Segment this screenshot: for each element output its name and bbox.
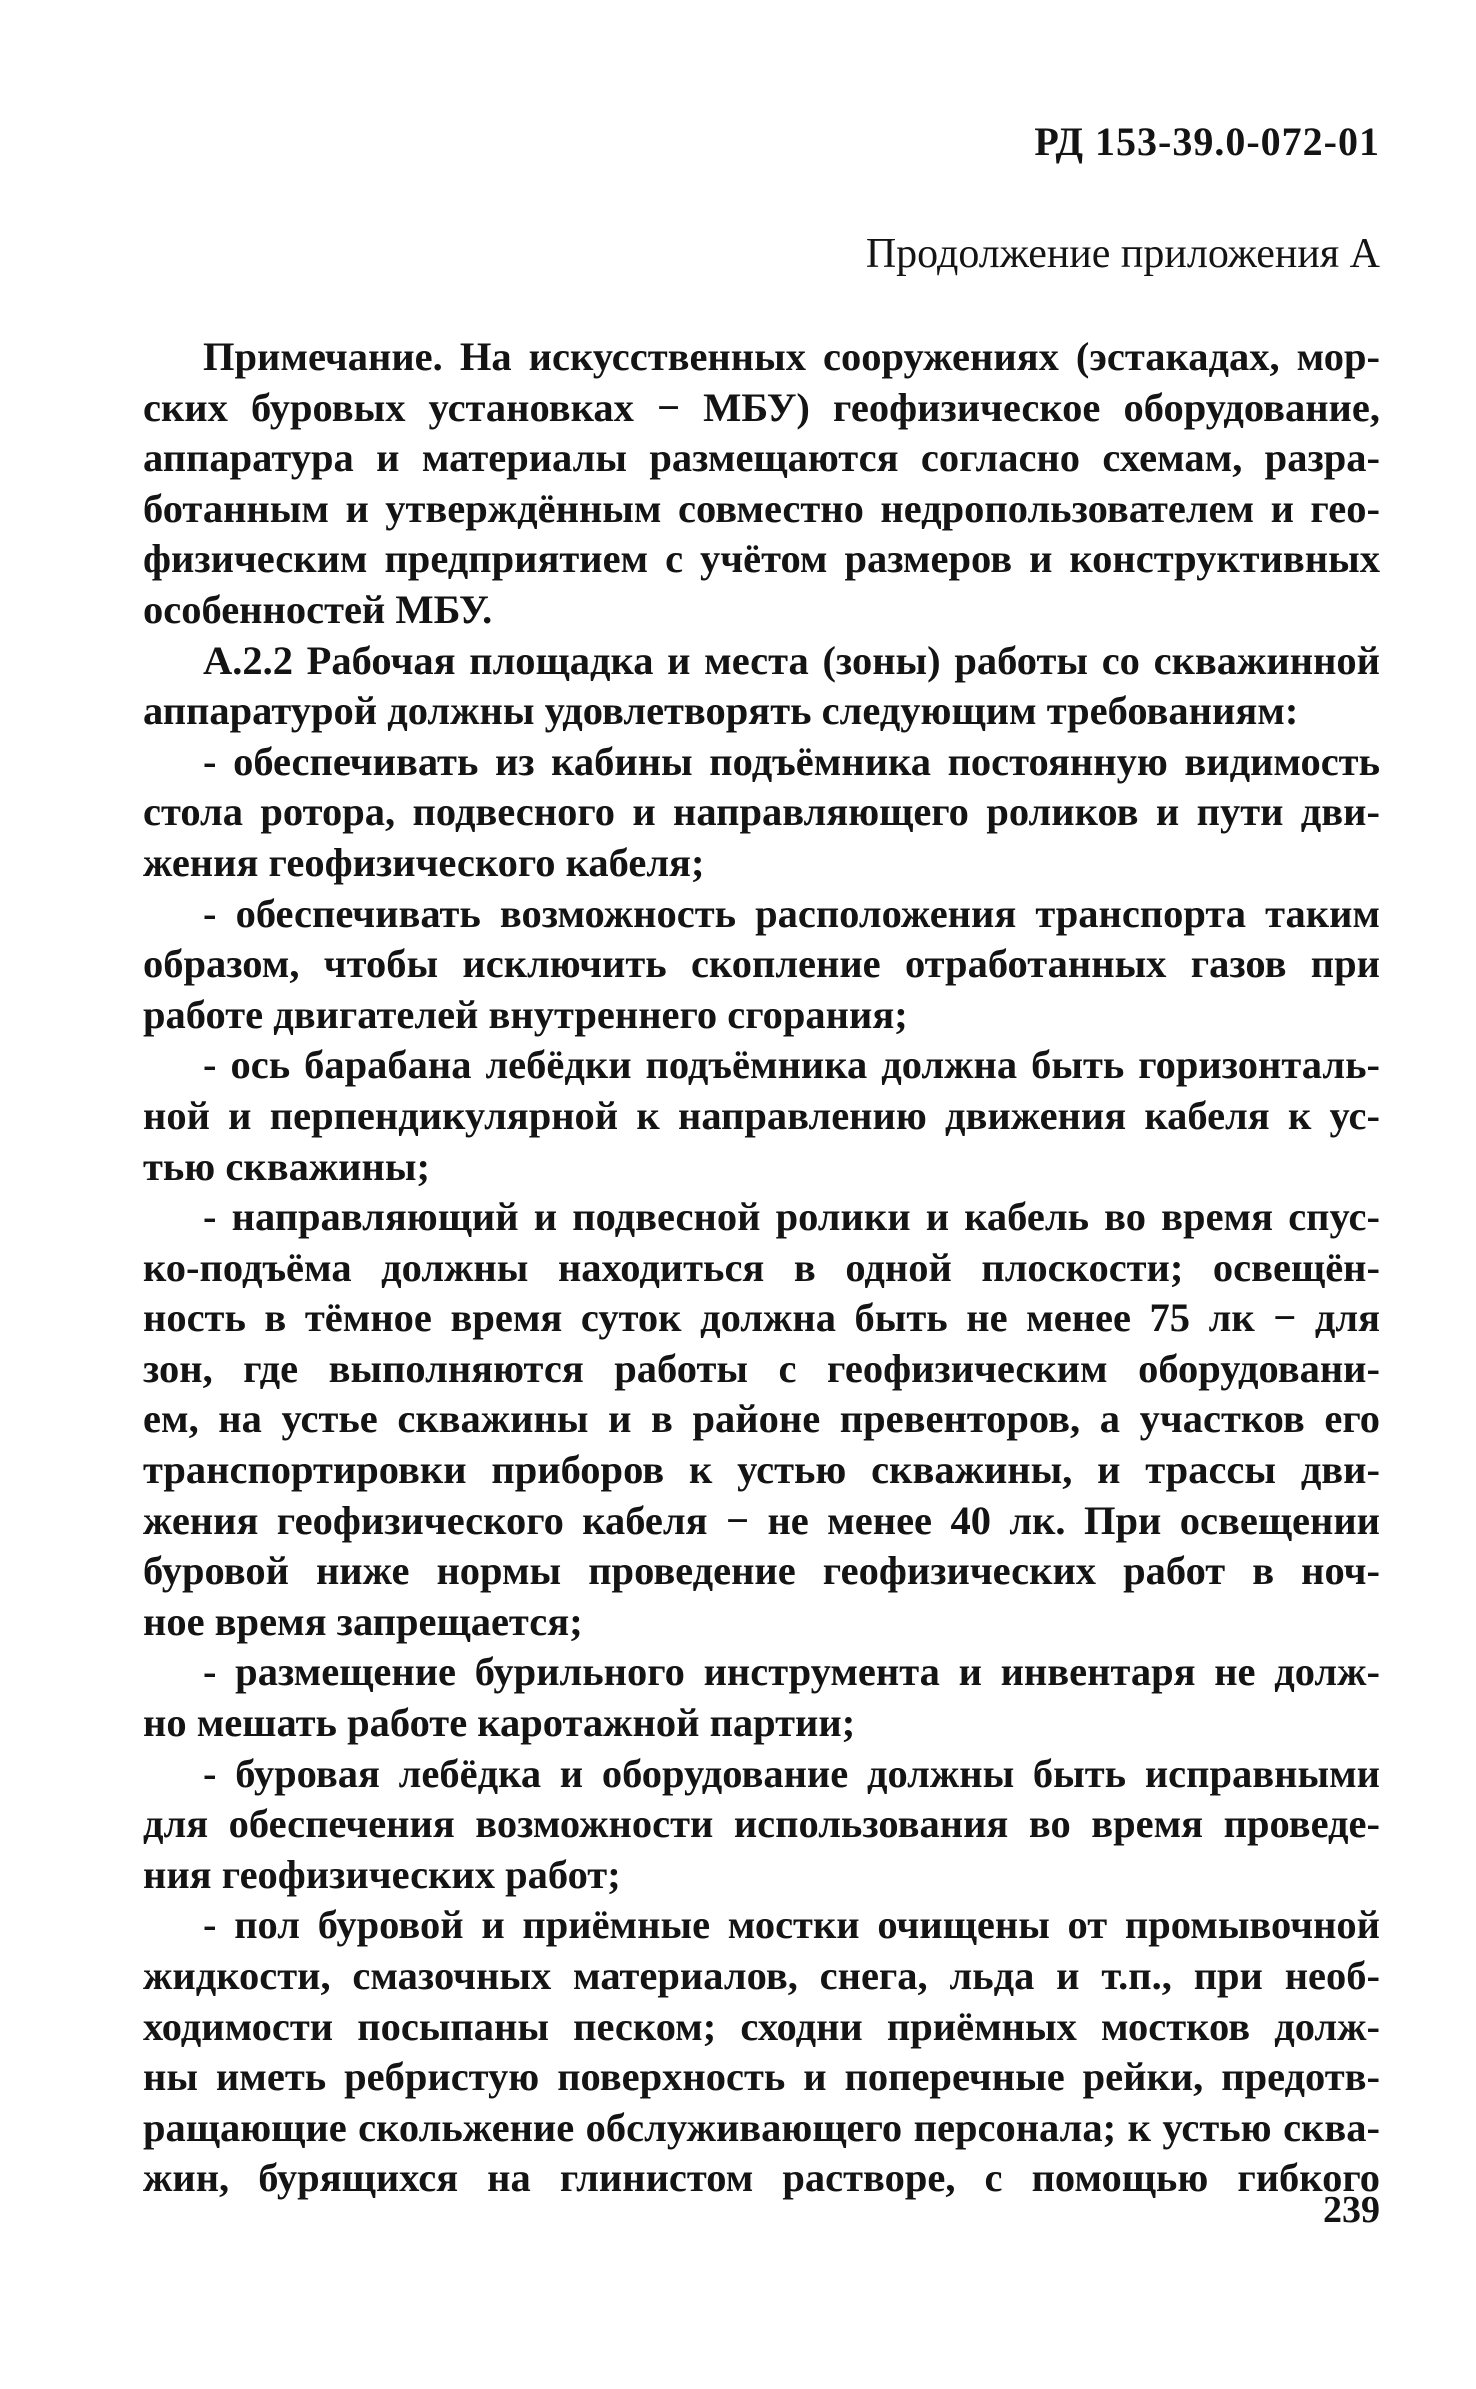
text-line: работе двигателей внутреннего сгорания; bbox=[143, 991, 908, 1037]
text-line: зон, где выполняются работы с геофизическим оборудовани- bbox=[143, 1345, 1380, 1391]
text-line: но мешать работе каротажной партии; bbox=[143, 1700, 856, 1746]
text-line: ность в тёмное время суток должна быть не менее 75 лк − для bbox=[143, 1295, 1380, 1341]
text-line: - направляющий и подвесной ролики и кабель во время спус- bbox=[203, 1194, 1380, 1240]
text-line: ращающие скольжение обслуживающего персонала; к устью сква- bbox=[143, 2104, 1380, 2150]
body-text bbox=[143, 332, 1380, 2204]
document-code: РД 153-39.0-072-01 bbox=[1034, 119, 1380, 164]
text-line: ко-подъёма должны находиться в одной плоскости; освещён- bbox=[143, 1244, 1380, 1290]
text-line: А.2.2 Рабочая площадка и места (зоны) работы со скважинной bbox=[203, 637, 1380, 683]
text-line: ходимости посыпаны песком; сходни приёмных мостков долж- bbox=[143, 2003, 1380, 2049]
text-line: аппаратура и материалы размещаются согласно схемам, разра- bbox=[143, 435, 1380, 481]
text-line: Примечание. На искусственных сооружениях (эстакадах, мор- bbox=[203, 334, 1380, 379]
text-line: ем, на устье скважины и в районе превенторов, а участков его bbox=[143, 1396, 1380, 1442]
text-line: жения геофизического кабеля − не менее 40 лк. При освещении bbox=[143, 1497, 1380, 1543]
text-line: особенностей МБУ. bbox=[143, 586, 493, 632]
text-line: ной и перпендикулярной к направлению движения кабеля к ус- bbox=[143, 1092, 1380, 1138]
text-line: транспортировки приборов к устью скважины, и трассы дви- bbox=[143, 1447, 1380, 1493]
text-line: стола ротора, подвесного и направляющего роликов и пути дви- bbox=[143, 789, 1380, 835]
text-line: образом, чтобы исключить скопление отработанных газов при bbox=[143, 941, 1380, 987]
page-number: 239 bbox=[1323, 2189, 1380, 2231]
text-line: ских буровых установках − МБУ) геофизическое оборудование, bbox=[143, 384, 1380, 430]
text-line: для обеспечения возможности использования во время проведе- bbox=[143, 1801, 1380, 1847]
text-line: ны иметь ребристую поверхность и поперечные рейки, предотв- bbox=[143, 2054, 1380, 2100]
text-line: - ось барабана лебёдки подъёмника должна быть горизонталь- bbox=[203, 1042, 1380, 1088]
text-line: ния геофизических работ; bbox=[143, 1851, 621, 1897]
appendix-continuation-heading: Продолжение приложения А bbox=[865, 231, 1380, 277]
text-line: тью скважины; bbox=[143, 1143, 430, 1189]
text-line: ное время запрещается; bbox=[143, 1598, 583, 1644]
text-line: физическим предприятием с учётом размеров и конструктивных bbox=[143, 536, 1380, 582]
text-line: - размещение бурильного инструмента и инвентаря не долж- bbox=[203, 1649, 1380, 1695]
text-line: ботанным и утверждённым совместно недропользователем и гео- bbox=[143, 485, 1380, 531]
text-line: жения геофизического кабеля; bbox=[143, 839, 705, 885]
text-line: - пол буровой и приёмные мостки очищены от промывочной bbox=[203, 1902, 1380, 1948]
text-line: - обеспечивать возможность расположения транспорта таким bbox=[203, 890, 1380, 936]
document-page bbox=[143, 0, 1380, 2389]
text-line: жидкости, смазочных материалов, снега, льда и т.п., при необ- bbox=[143, 1953, 1380, 1998]
text-line: аппаратурой должны удовлетворять следующим требованиям: bbox=[143, 688, 1299, 734]
text-line: буровой ниже нормы проведение геофизических работ в ноч- bbox=[143, 1548, 1380, 1594]
text-line: - буровая лебёдка и оборудование должны быть исправными bbox=[203, 1750, 1380, 1796]
text-line: жин, бурящихся на глинистом растворе, с помощью гибкого bbox=[143, 2155, 1380, 2201]
text-line: - обеспечивать из кабины подъёмника постоянную видимость bbox=[203, 738, 1380, 784]
